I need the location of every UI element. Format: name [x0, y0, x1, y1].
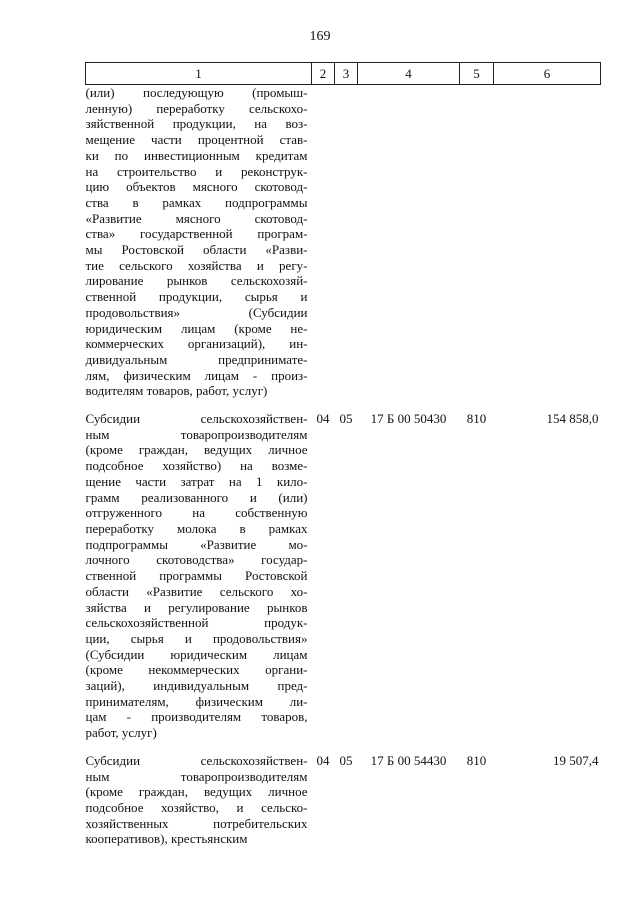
- description-line: переработку молока в рамках: [85, 520, 308, 536]
- description-line: подсобное хозяйство) на возме-: [85, 458, 308, 474]
- description-line: (Субсидии юридическим лицам: [85, 646, 308, 662]
- description-line: цам - производителям товаров,: [85, 709, 308, 725]
- description-line: лочного скотоводства» государ-: [85, 552, 308, 568]
- description-line: (кроме граждан, ведущих личное: [85, 442, 308, 458]
- column-header: 4: [358, 63, 460, 85]
- description-line: мещение части процентной став-: [85, 132, 308, 148]
- description-line: области «Развитие сельского хо-: [85, 583, 308, 599]
- description-line: водителям товаров, работ, услуг): [85, 383, 268, 399]
- description-line: кооперативов), крестьянским: [85, 831, 248, 847]
- description-line: сельскохозяйственной продук-: [85, 615, 308, 631]
- subsection-code: 05: [339, 411, 353, 427]
- subsection-code: 05: [339, 752, 353, 768]
- description-line: дивидуальным предпринимате-: [85, 351, 308, 367]
- table-row: [86, 753, 601, 859]
- amount-value: 19 507,4: [553, 752, 599, 768]
- description-line: (или) последующую (промыш-: [85, 85, 308, 100]
- table-body: [86, 85, 601, 860]
- description-line: коммерческих организаций), ин-: [85, 336, 308, 352]
- page-number: 169: [309, 29, 331, 44]
- target-article-code: 17 Б 00 50430: [370, 411, 447, 427]
- description-line: цию объектов мясного скотовод-: [85, 179, 308, 195]
- description-line: зяйственной продукции, на воз-: [85, 116, 308, 132]
- description-line: (кроме некоммерческих органи-: [85, 662, 308, 678]
- description-line: ственной продукции, сырья и: [85, 289, 308, 305]
- description-line: зяйства и регулирование рынков: [85, 599, 308, 615]
- description-line: продовольствия» (Субсидии: [85, 304, 308, 320]
- column-header: 2: [312, 63, 335, 85]
- section-code: 04: [316, 752, 330, 768]
- amount-value: [494, 85, 601, 412]
- description-line: Субсидии сельскохозяйствен-: [85, 411, 308, 427]
- description-line: юридическим лицам (кроме не-: [85, 320, 308, 336]
- description-line: ции, сырья и продовольствия»: [85, 630, 308, 646]
- description-line: щение части затрат на 1 кило-: [85, 473, 308, 489]
- amount-value: 154 858,0: [546, 411, 599, 427]
- description-line: мы Ростовской области «Разви-: [85, 242, 308, 258]
- description-line: «Развитие мясного скотовод-: [85, 210, 308, 226]
- expense-type-code: [460, 85, 494, 412]
- section-code: [312, 85, 335, 412]
- column-header: 1: [86, 63, 312, 85]
- description-line: отгруженного на собственную: [85, 505, 308, 521]
- description-line: ства в рамках подпрограммы: [85, 194, 308, 210]
- description-line: грамм реализованного и (или): [85, 489, 308, 505]
- description-line: тие сельского хозяйства и регу-: [85, 257, 308, 273]
- description-line: хозяйственных потребительских: [85, 815, 308, 831]
- description-line: лям, физическим лицам - произ-: [85, 367, 308, 383]
- column-header: 3: [335, 63, 358, 85]
- description-line: (кроме граждан, ведущих личное: [85, 784, 308, 800]
- description-line: лирование рынков сельскохозяй-: [85, 273, 308, 289]
- expense-type-code: 810: [466, 752, 487, 768]
- description-line: принимателям, физическим ли-: [85, 693, 308, 709]
- description-line: ственной программы Ростовской: [85, 568, 308, 584]
- target-article-code: [358, 85, 460, 412]
- table-header-row: [86, 63, 601, 85]
- expense-type-code: 810: [466, 411, 487, 427]
- description-line: работ, услуг): [85, 725, 157, 741]
- row-description: [86, 85, 312, 412]
- description-line: ки по инвестиционным кредитам: [85, 147, 308, 163]
- budget-table: [85, 62, 601, 859]
- target-article-code: 17 Б 00 54430: [370, 752, 447, 768]
- column-header: 6: [494, 63, 601, 85]
- description-line: заций), индивидуальным пред-: [85, 678, 308, 694]
- section-code: 04: [316, 411, 330, 427]
- table-row: [86, 411, 601, 753]
- description-line: ным товаропроизводителям: [85, 426, 308, 442]
- description-line: подпрограммы «Развитие мо-: [85, 536, 308, 552]
- description-line: ства» государственной програм-: [85, 226, 308, 242]
- table-row: [86, 85, 601, 412]
- row-description: [86, 411, 312, 753]
- description-line: подсобное хозяйство, и сельско-: [85, 799, 308, 815]
- description-line: ленную) переработку сельскохо-: [85, 100, 308, 116]
- description-line: Субсидии сельскохозяйствен-: [85, 752, 308, 768]
- description-line: ным товаропроизводителям: [85, 768, 308, 784]
- description-line: на строительство и реконструк-: [85, 163, 308, 179]
- column-header: 5: [460, 63, 494, 85]
- subsection-code: [335, 85, 358, 412]
- row-description: [86, 753, 312, 859]
